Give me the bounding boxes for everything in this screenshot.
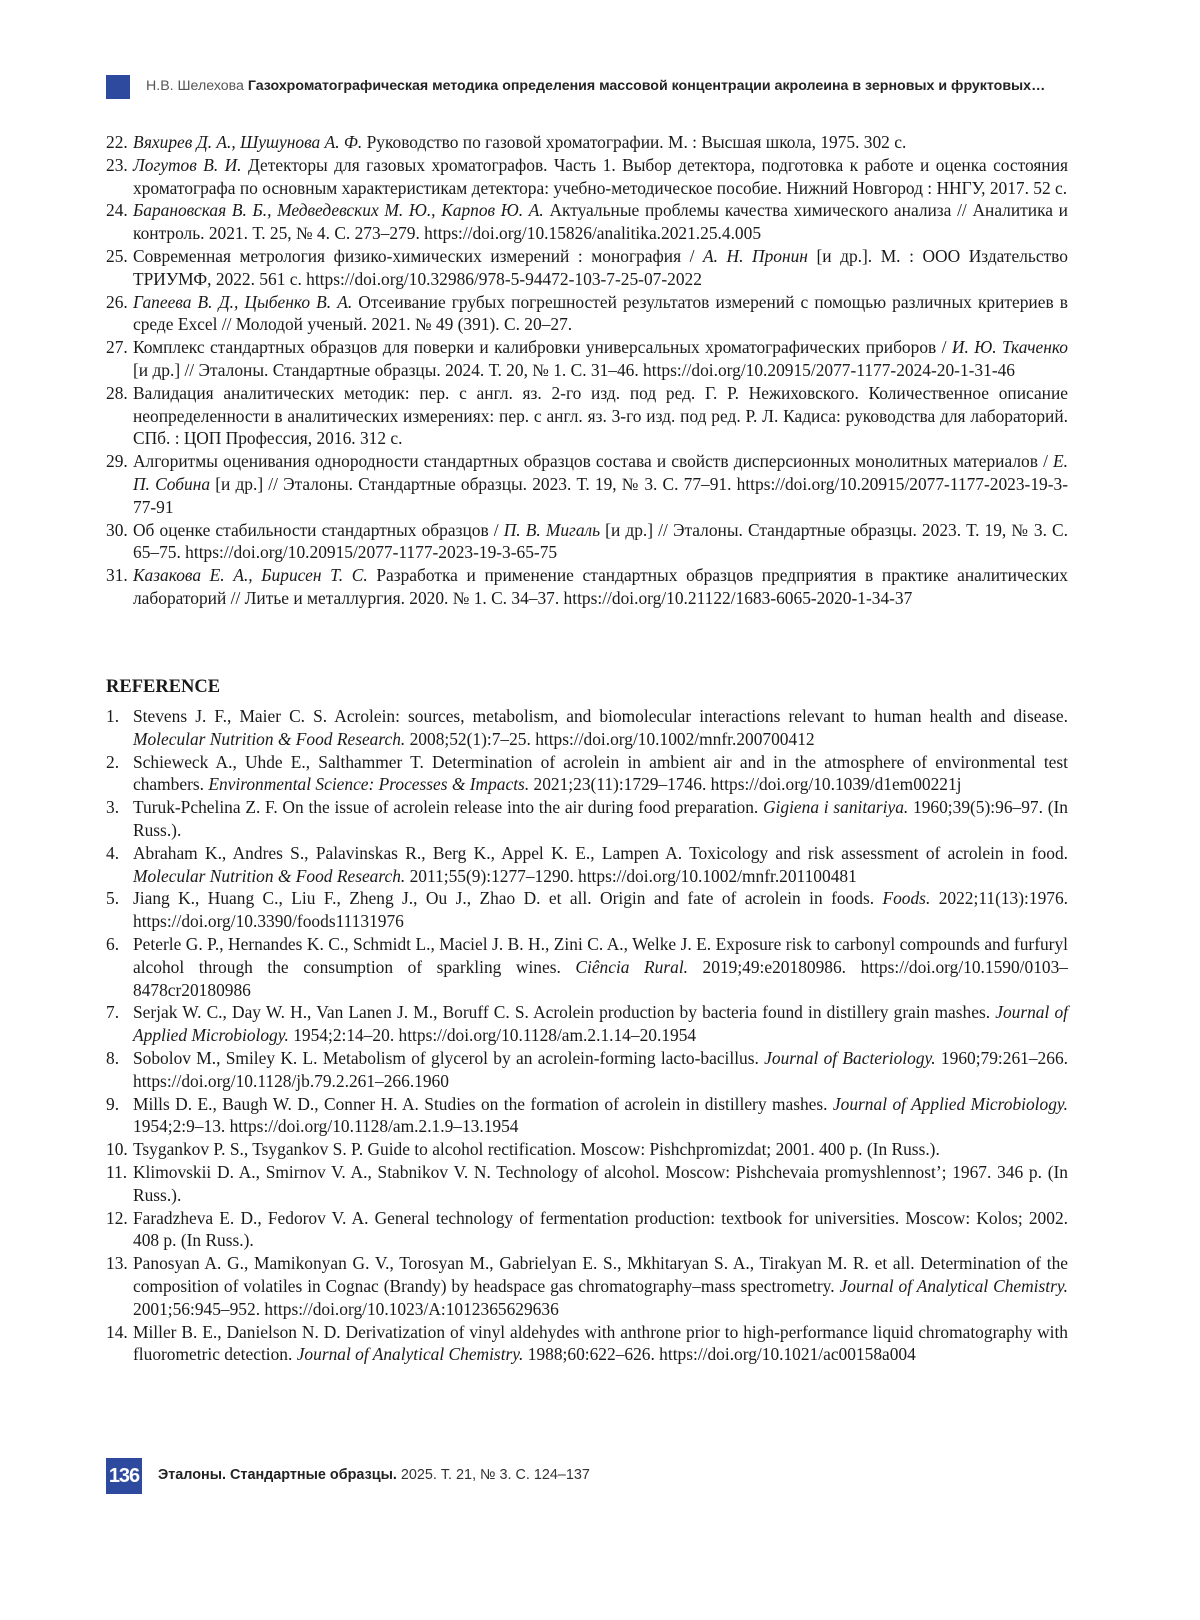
reference-authors: И. Ю. Ткаченко xyxy=(951,337,1069,358)
reference-item xyxy=(106,564,1068,610)
reference-journal: Journal of Bacteriology. xyxy=(764,1047,936,1068)
reference-number: 13. xyxy=(106,1253,128,1274)
reference-item xyxy=(106,796,1068,842)
reference-item xyxy=(106,199,1068,245)
reference-authors: Гапеева В. Д., Цыбенко В. А. xyxy=(133,291,353,312)
reference-number: 6. xyxy=(106,933,120,954)
reference-text: Актуальные проблемы качества химического анализа // Аналитика и контроль. 2021. Т. 25, № 4. С. 273–279. https://doi.org/10.15826/analitika.2021.25.4.005 xyxy=(133,200,1068,244)
reference-text: 2022;11(13):1976. https://doi.org/10.3390/foods11131976 xyxy=(133,888,1068,932)
reference-item xyxy=(106,1207,1068,1253)
reference-item xyxy=(106,1047,1068,1093)
reference-number: 30. xyxy=(106,519,128,540)
reference-number: 27. xyxy=(106,337,128,358)
reference-text: Abraham K., Andres S., Palavinskas R., Berg K., Appel K. E., Lampen A. Toxicology and risk assessment of acrolein in food. xyxy=(133,842,1068,863)
reference-authors: Барановская В. Б., Медведевских М. Ю., Карпов Ю. А. xyxy=(133,200,544,221)
reference-item xyxy=(106,933,1068,1001)
reference-item xyxy=(106,154,1068,200)
reference-text: Faradzheva E. D., Fedorov V. A. General technology of fermentation production: textbook for universities. Moscow: Kolos; 2002. 408 p. (In Russ.). xyxy=(133,1207,1068,1251)
reference-number: 26. xyxy=(106,291,128,312)
reference-number: 4. xyxy=(106,842,120,863)
reference-item xyxy=(106,1093,1068,1139)
reference-text: Stevens J. F., Maier C. S. Acrolein: sources, metabolism, and biomolecular interactions relevant to human health and disease. xyxy=(133,706,1068,726)
reference-number: 14. xyxy=(106,1321,128,1342)
reference-text: 2008;52(1):7–25. https://doi.org/10.1002/mnfr.200700412 xyxy=(405,728,815,749)
reference-text: Turuk-Pchelina Z. F. On the issue of acrolein release into the air during food preparation. xyxy=(133,797,763,818)
reference-text: Детекторы для газовых хроматографов. Часть 1. Выбор детектора, подготовка к работе и оценка состояния хроматографа по основным характеристикам детектора: учебно-методическое пособие. Нижний Новгород : ННГУ, 2017. 52 с. xyxy=(133,154,1068,198)
reference-number: 9. xyxy=(106,1093,120,1114)
reference-number: 7. xyxy=(106,1002,120,1023)
reference-text: 1988;60:622–626. https://doi.org/10.1021/ac00158a004 xyxy=(523,1344,916,1365)
reference-number: 1. xyxy=(106,706,120,726)
reference-item xyxy=(106,245,1068,291)
reference-journal: Journal of Applied Microbiology. xyxy=(832,1093,1068,1114)
reference-item xyxy=(106,842,1068,888)
reference-text: Отсеивание грубых погрешностей результатов измерений с помощью различных критериев в среде Excel // Молодой ученый. 2021. № 49 (391). С. 20–27. xyxy=(133,291,1068,335)
reference-journal: Molecular Nutrition & Food Research. xyxy=(133,865,406,886)
header-author: Н.В. Шелехова xyxy=(146,78,244,94)
reference-text: Руководство по газовой хроматографии. М. : Высшая школа, 1975. 302 с. xyxy=(362,132,907,152)
reference-list-russian xyxy=(106,131,1068,610)
reference-journal: Gigiena i sanitariya. xyxy=(763,797,909,818)
reference-text: 2001;56:945–952. https://doi.org/10.1023/A:1012365629636 xyxy=(133,1298,559,1319)
reference-authors: Вяхирев Д. А., Шушунова А. Ф. xyxy=(133,132,363,152)
reference-item xyxy=(106,382,1068,450)
reference-text: 2019;49:e20180986. https://doi.org/10.1590/0103–8478cr20180986 xyxy=(133,956,1068,1000)
reference-text: Jiang K., Huang C., Liu F., Zheng J., Ou J., Zhao D. et all. Origin and fate of acrolein in foods. xyxy=(133,888,883,909)
reference-number: 5. xyxy=(106,888,120,909)
reference-text: Валидация аналитических методик: пер. с англ. яз. 2-го изд. под ред. Г. Р. Нежиховского. Количественное описание неопределенности в аналитических измерениях: пер. с англ. яз. 3-го изд. под ред. Р. Л. Кадиса: руководства для лабораторий. СПб. : ЦОП Профессия, 2016. 312 с. xyxy=(133,382,1068,449)
page-number: 136 xyxy=(106,1458,142,1494)
header-accent-square xyxy=(106,75,130,99)
reference-item xyxy=(106,131,1068,154)
reference-number: 25. xyxy=(106,245,128,266)
reference-item xyxy=(106,1252,1068,1320)
reference-text: 1954;2:14–20. https://doi.org/10.1128/am.2.1.14–20.1954 xyxy=(288,1025,697,1046)
reference-journal: Journal of Applied Microbiology. xyxy=(133,1002,1068,1046)
reference-heading: REFERENCE xyxy=(106,677,221,697)
reference-number: 28. xyxy=(106,382,128,403)
reference-text: Mills D. E., Baugh W. D., Conner H. A. Studies on the formation of acrolein in distillery mashes. xyxy=(133,1093,833,1114)
reference-text: Schieweck A., Uhde E., Salthammer T. Determination of acrolein in ambient air and in the atmosphere of environmental test chambers. xyxy=(133,751,1068,795)
reference-journal: Journal of Analytical Chemistry. xyxy=(839,1275,1068,1296)
header-title: Газохроматографическая методика определения массовой концентрации акролеина в зерновых и фруктовых… xyxy=(247,78,1046,94)
reference-text: Разработка и применение стандартных образцов предприятия в практике аналитических лабораторий // Литье и металлургия. 2020. № 1. С. 34–37. https://doi.org/10.21122/1683-6065-2020-1-34-37 xyxy=(133,565,1068,608)
reference-text: Serjak W. C., Day W. H., Van Lanen J. M., Boruff C. S. Acrolein production by bacteria found in distillery grain mashes. xyxy=(133,1002,996,1023)
reference-text: [и др.] // Эталоны. Стандартные образцы. 2023. Т. 19, № 3. С. 77–91. https://doi.org/10.20915/2077-1177-2023-19-3-77-91 xyxy=(133,473,1069,517)
reference-item xyxy=(106,1138,1068,1161)
reference-item xyxy=(106,450,1068,518)
reference-text: 2021;23(11):1729–1746. https://doi.org/10.1039/d1em00221j xyxy=(529,774,962,795)
reference-number: 12. xyxy=(106,1207,128,1228)
reference-text: Об оценке стабильности стандартных образцов / xyxy=(133,519,504,540)
reference-item xyxy=(106,519,1068,565)
reference-item xyxy=(106,291,1068,337)
footer-journal: Эталоны. Стандартные образцы. xyxy=(158,1467,397,1483)
reference-item xyxy=(106,751,1068,797)
reference-number: 22. xyxy=(106,132,128,152)
reference-text: Peterle G. P., Hernandes K. C., Schmidt L., Maciel J. B. H., Zini C. A., Welke J. E. Exposure risk to carbonyl compounds and furfuryl alcohol through the consumption of sparkling wines. xyxy=(133,933,1068,977)
reference-number: 24. xyxy=(106,200,128,221)
reference-item xyxy=(106,887,1068,933)
reference-journal: Ciência Rural. xyxy=(575,956,688,977)
footer-citation xyxy=(158,1467,590,1483)
reference-number: 31. xyxy=(106,565,128,586)
reference-authors: А. Н. Пронин xyxy=(703,245,808,266)
reference-text: 1960;79:261–266. https://doi.org/10.1128/jb.79.2.261–266.1960 xyxy=(133,1047,1068,1091)
reference-text: 1954;2:9–13. https://doi.org/10.1128/am.2.1.9–13.1954 xyxy=(133,1116,519,1137)
reference-number: 23. xyxy=(106,154,128,175)
reference-item xyxy=(106,705,1068,751)
reference-item xyxy=(106,1161,1068,1207)
reference-number: 10. xyxy=(106,1139,128,1160)
reference-text: Klimovskii D. A., Smirnov V. A., Stabnikov V. N. Technology of alcohol. Moscow: Pishchevaia promyshlennost’; 1967. 346 p. (In Russ.). xyxy=(133,1161,1068,1205)
page-footer xyxy=(106,1458,806,1494)
reference-text: 2011;55(9):1277–1290. https://doi.org/10.1002/mnfr.201100481 xyxy=(405,865,857,886)
reference-item xyxy=(106,1001,1068,1047)
reference-authors: П. В. Мигаль xyxy=(503,519,601,540)
reference-text: Panosyan A. G., Mamikonyan G. V., Torosyan M., Gabrielyan E. S., Mkhitaryan S. A., Tirakyan M. R. et all. Determination of the composition of volatiles in Cognac (Brandy) by headspace gas chromatography–mass spectrometry. xyxy=(133,1253,1068,1296)
reference-text: 1960;39(5):96–97. (In Russ.). xyxy=(133,797,1068,840)
reference-authors: Е. П. Собина xyxy=(133,451,1068,494)
reference-number: 3. xyxy=(106,797,120,818)
reference-number: 11. xyxy=(106,1161,128,1182)
reference-text: Комплекс стандартных образцов для поверки и калибровки универсальных хроматографических приборов / xyxy=(133,337,952,358)
reference-text: Sobolov M., Smiley K. L. Metabolism of glycerol by an acrolein-forming lacto-bacillus. xyxy=(133,1047,765,1068)
footer-issue: 2025. Т. 21, № 3. С. 124–137 xyxy=(396,1467,590,1483)
reference-item xyxy=(106,336,1068,382)
reference-journal: Journal of Analytical Chemistry. xyxy=(296,1344,524,1365)
reference-text: Алгоритмы оценивания однородности стандартных образцов состава и свойств дисперсионных монолитных материалов / xyxy=(133,451,1054,472)
reference-journal: Environmental Science: Processes & Impacts. xyxy=(208,774,530,795)
reference-number: 8. xyxy=(106,1047,120,1068)
reference-text: [и др.]. М. : ООО Издательство ТРИУМФ, 2022. 561 с. https://doi.org/10.32986/978-5-94472-103-7-25-07-2022 xyxy=(133,245,1068,289)
reference-item xyxy=(106,1321,1068,1367)
reference-text: [и др.] // Эталоны. Стандартные образцы. 2023. Т. 19, № 3. С. 65–75. https://doi.org/10.20915/2077-1177-2023-19-3-65-75 xyxy=(133,519,1069,563)
reference-text: Miller B. E., Danielson N. D. Derivatization of vinyl aldehydes with anthrone prior to high-performance liquid chromatography with fluorometric detection. xyxy=(133,1321,1068,1365)
reference-journal: Molecular Nutrition & Food Research. xyxy=(133,728,406,749)
reference-number: 29. xyxy=(106,451,128,472)
running-header xyxy=(106,75,1106,101)
reference-authors: Логутов В. И. xyxy=(133,154,242,175)
reference-text: Tsygankov P. S., Tsygankov S. P. Guide to alcohol rectification. Moscow: Pishchpromizdat; 2001. 400 p. (In Russ.). xyxy=(133,1139,940,1160)
reference-number: 2. xyxy=(106,751,120,772)
reference-journal: Foods. xyxy=(882,888,931,909)
reference-text: Современная метрология физико-химических измерений : монография / xyxy=(133,245,704,266)
header-text xyxy=(146,78,1106,94)
reference-list-english xyxy=(106,705,1068,1366)
reference-text: [и др.] // Эталоны. Стандартные образцы. 2024. Т. 20, № 1. С. 31–46. https://doi.org/10.20915/2077-1177-2024-20-1-31-46 xyxy=(133,359,1016,380)
reference-authors: Казакова Е. А., Бирисен Т. С. xyxy=(133,565,368,586)
